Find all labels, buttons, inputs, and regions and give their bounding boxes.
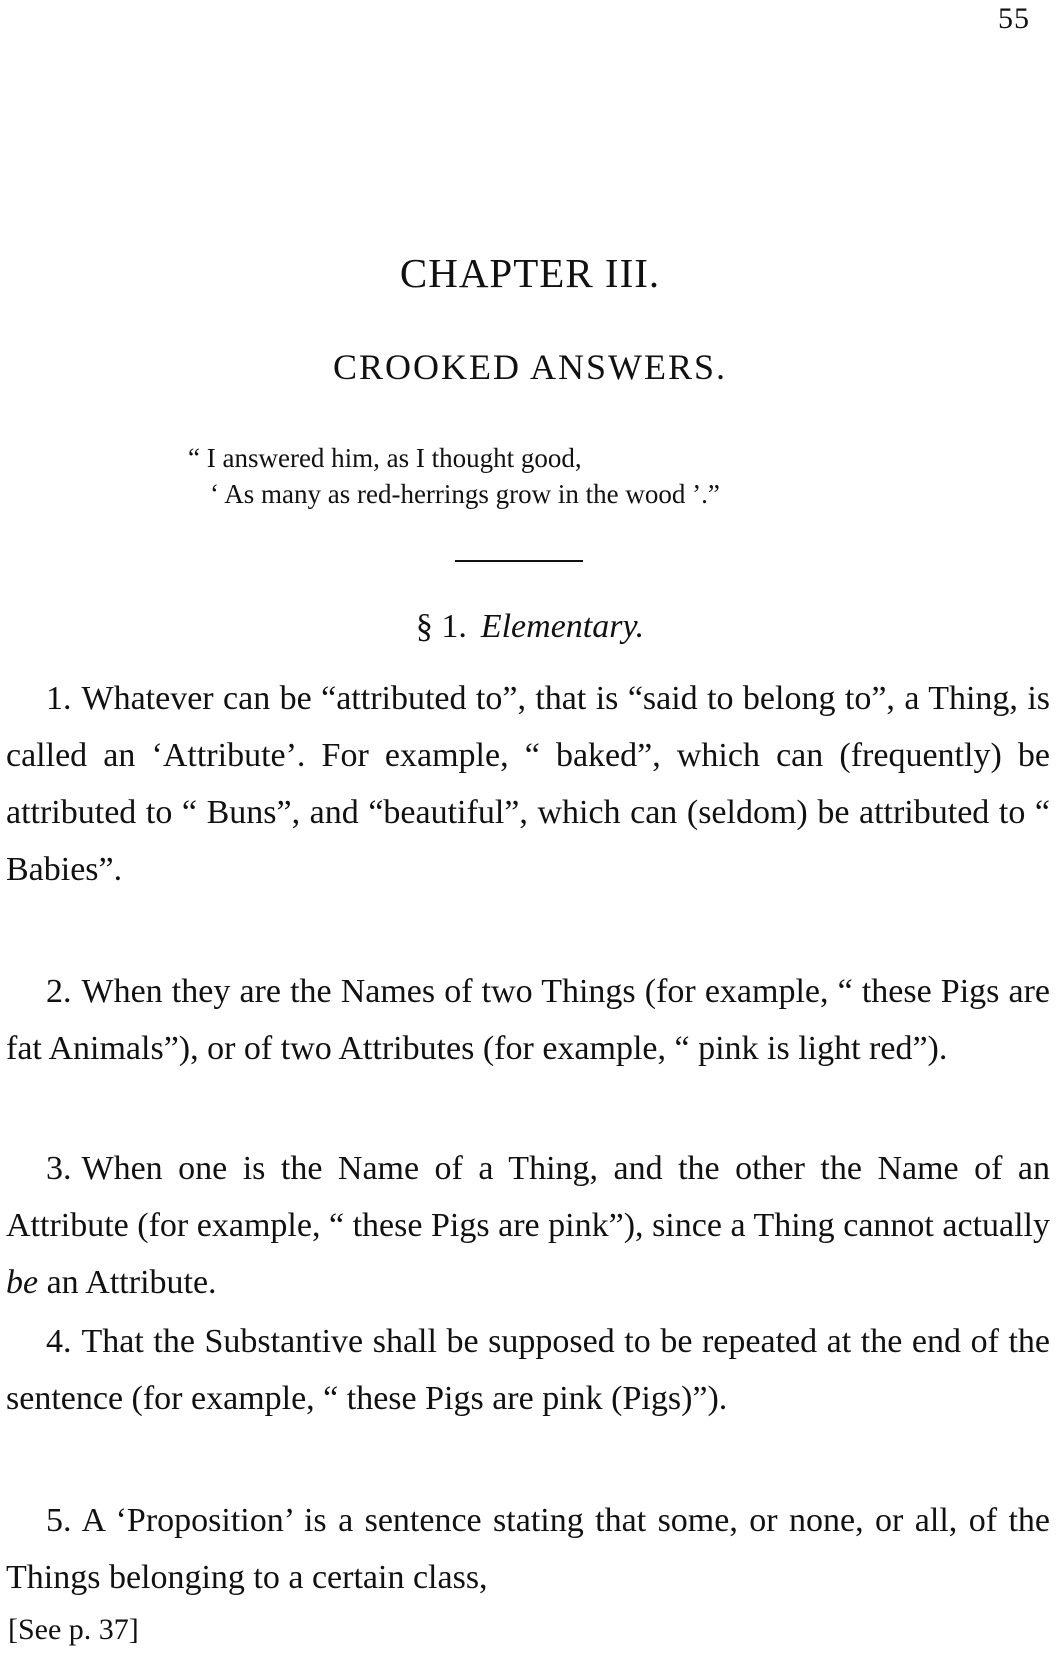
paragraph-text: Whatever can be “attributed to”, that is “said to belong to”, a Thing, is called an ‘Attribute’. For example, “ baked”, which can (frequently) be attributed to “ Buns”, and “beautiful”, which can (seldom) be attributed to “ Babies”. xyxy=(6,680,1050,888)
page-number: 55 xyxy=(998,2,1030,35)
paragraph-number: 3. xyxy=(46,1150,72,1187)
paragraph-number: 1. xyxy=(46,680,72,717)
chapter-subtitle: CROOKED ANSWERS. xyxy=(332,347,728,387)
paragraph-number: 2. xyxy=(46,973,72,1010)
paragraph-5 xyxy=(6,1492,1050,1606)
paragraph-text-after: an Attribute. xyxy=(38,1264,217,1301)
section-divider xyxy=(455,560,583,562)
epigraph-line-2: ‘ As many as red-herrings grow in the wood ’.” xyxy=(210,479,720,509)
footnote: [See p. 37] xyxy=(8,1613,139,1646)
section-symbol: § 1. xyxy=(415,608,467,645)
paragraph-4 xyxy=(6,1313,1050,1427)
paragraph-text: When they are the Names of two Things (for example, “ these Pigs are fat Animals”), or of two Attributes (for example, “ pink is light red”). xyxy=(6,973,1050,1067)
paragraph-text: That the Substantive shall be supposed to be repeated at the end of the sentence (for example, “ these Pigs are pink (Pigs)”). xyxy=(6,1323,1050,1417)
paragraph-3 xyxy=(6,1140,1050,1311)
paragraph-number: 5. xyxy=(46,1502,72,1539)
paragraph-text: A ‘Proposition’ is a sentence stating that some, or none, or all, of the Things belonging to a certain class, xyxy=(6,1502,1050,1596)
section-title: Elementary. xyxy=(480,608,645,645)
section-heading xyxy=(0,605,1060,649)
epigraph xyxy=(188,440,720,512)
paragraph-1 xyxy=(6,670,1050,898)
epigraph-line-1: “ I answered him, as I thought good, xyxy=(188,443,582,473)
paragraph-text-italic: be xyxy=(6,1264,39,1301)
paragraph-number: 4. xyxy=(46,1323,72,1360)
paragraph-2 xyxy=(6,963,1050,1077)
chapter-title: CHAPTER III. xyxy=(399,250,661,296)
paragraph-text-before: When one is the Name of a Thing, and the other the Name of an Attribute (for example, “ these Pigs are pink”), since a Thing cannot actually xyxy=(6,1150,1050,1244)
